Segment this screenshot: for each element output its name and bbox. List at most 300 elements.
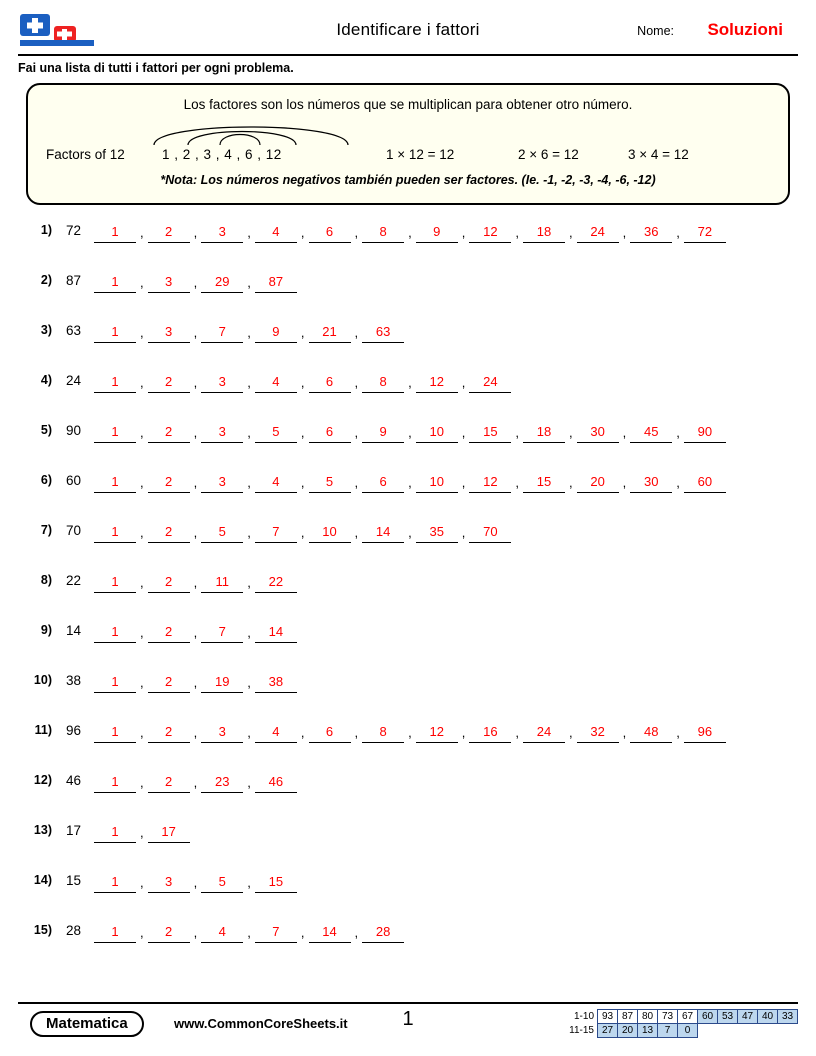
problem-target-number: 24 bbox=[66, 373, 82, 388]
answer-blank[interactable]: 72 bbox=[684, 223, 726, 243]
answer-blank[interactable]: 20 bbox=[577, 473, 619, 493]
answer-blank[interactable]: 2 bbox=[148, 723, 190, 743]
answer-cell bbox=[201, 473, 255, 493]
answer-blank[interactable]: 9 bbox=[416, 223, 458, 243]
answer-cell bbox=[94, 623, 148, 643]
answer-blanks bbox=[94, 715, 726, 743]
answer-blank[interactable]: 3 bbox=[201, 223, 243, 243]
answer-blank[interactable]: 8 bbox=[362, 373, 404, 393]
answer-blank[interactable]: 60 bbox=[684, 473, 726, 493]
answer-blank[interactable]: 15 bbox=[469, 423, 511, 443]
answer-separator: , bbox=[140, 875, 144, 890]
score-key-table bbox=[566, 1009, 798, 1038]
example-note: *Nota: Los números negativos también pueden ser factores. (Ie. -1, -2, -3, -4, -6, -12) bbox=[160, 173, 656, 187]
answer-blanks bbox=[94, 615, 297, 643]
answer-blank[interactable]: 3 bbox=[148, 323, 190, 343]
answer-cell bbox=[94, 773, 148, 793]
answer-separator: , bbox=[300, 425, 305, 440]
problem-row bbox=[14, 465, 802, 515]
page-number: 1 bbox=[402, 1008, 414, 1030]
answer-separator: , bbox=[247, 425, 251, 440]
answer-blank[interactable]: 4 bbox=[255, 373, 297, 393]
answer-separator: , bbox=[354, 225, 359, 240]
answer-blank[interactable]: 23 bbox=[201, 773, 243, 793]
answer-cell bbox=[684, 423, 726, 443]
answer-blank[interactable]: 5 bbox=[309, 473, 351, 493]
problem-row bbox=[14, 215, 802, 265]
answer-blank[interactable]: 12 bbox=[416, 373, 458, 393]
example-box bbox=[26, 83, 790, 205]
answer-blank[interactable]: 3 bbox=[201, 723, 243, 743]
answer-cell bbox=[255, 923, 309, 943]
answer-blank[interactable]: 14 bbox=[309, 923, 351, 943]
answer-blanks bbox=[94, 865, 297, 893]
answer-blank[interactable]: 18 bbox=[523, 423, 565, 443]
answer-cell bbox=[148, 523, 202, 543]
score-cell: 40 bbox=[758, 1010, 778, 1024]
answer-separator: , bbox=[140, 425, 144, 440]
answer-blank[interactable]: 3 bbox=[148, 273, 190, 293]
answer-blank[interactable]: 70 bbox=[469, 523, 511, 543]
answer-blank[interactable]: 6 bbox=[309, 223, 351, 243]
answer-separator: , bbox=[193, 225, 198, 240]
answer-cell bbox=[309, 723, 363, 743]
answer-separator: , bbox=[247, 625, 251, 640]
answer-blank[interactable]: 1 bbox=[94, 373, 136, 393]
answer-separator: , bbox=[193, 675, 198, 690]
problem-target-number: 96 bbox=[66, 723, 82, 738]
answer-separator: , bbox=[622, 475, 627, 490]
problem-number: 9) bbox=[40, 623, 52, 637]
problem-number: 2) bbox=[40, 273, 52, 287]
answer-separator: , bbox=[569, 725, 573, 740]
score-cell: 80 bbox=[638, 1010, 658, 1024]
answer-separator: , bbox=[408, 225, 412, 240]
answer-separator: , bbox=[354, 475, 359, 490]
answer-cell bbox=[94, 323, 148, 343]
score-row bbox=[566, 1024, 798, 1038]
answer-blank[interactable]: 87 bbox=[255, 273, 297, 293]
answer-blank[interactable]: 10 bbox=[416, 473, 458, 493]
answer-separator: , bbox=[247, 675, 251, 690]
example-equation-2: 2 × 6 = 12 bbox=[518, 147, 579, 162]
problem-number: 3) bbox=[40, 323, 52, 337]
answer-separator: , bbox=[408, 525, 412, 540]
problem-number: 12) bbox=[33, 773, 52, 787]
answer-separator: , bbox=[300, 375, 305, 390]
answer-separator: , bbox=[140, 375, 144, 390]
answer-separator: , bbox=[622, 425, 627, 440]
answer-separator: , bbox=[569, 425, 573, 440]
problem-target-number: 46 bbox=[66, 773, 82, 788]
answer-blank[interactable]: 45 bbox=[630, 423, 672, 443]
answer-blank[interactable]: 24 bbox=[469, 373, 511, 393]
problem-target-number: 90 bbox=[66, 423, 82, 438]
answer-separator: , bbox=[300, 525, 305, 540]
answer-separator: , bbox=[140, 225, 144, 240]
answer-blank[interactable]: 4 bbox=[255, 223, 297, 243]
answer-blank[interactable]: 4 bbox=[201, 923, 243, 943]
answer-cell bbox=[94, 573, 148, 593]
answer-separator: , bbox=[140, 825, 144, 840]
score-cell: 13 bbox=[638, 1024, 658, 1038]
answer-separator: , bbox=[140, 725, 144, 740]
answer-cell bbox=[684, 473, 726, 493]
answer-separator: , bbox=[461, 725, 466, 740]
answer-blank[interactable]: 3 bbox=[201, 373, 243, 393]
answer-cell bbox=[148, 423, 202, 443]
answer-separator: , bbox=[193, 475, 198, 490]
answer-blank[interactable]: 24 bbox=[577, 223, 619, 243]
answer-cell bbox=[255, 423, 309, 443]
answer-blank[interactable]: 10 bbox=[309, 523, 351, 543]
answer-cell bbox=[630, 223, 684, 243]
answer-cell bbox=[94, 723, 148, 743]
score-cell: 87 bbox=[618, 1010, 638, 1024]
answer-blank[interactable]: 19 bbox=[201, 673, 243, 693]
answer-separator: , bbox=[622, 725, 627, 740]
answer-blank[interactable]: 12 bbox=[416, 723, 458, 743]
answer-cell bbox=[523, 723, 577, 743]
answer-blank[interactable]: 3 bbox=[201, 423, 243, 443]
answer-cell bbox=[255, 523, 309, 543]
answer-separator: , bbox=[193, 625, 198, 640]
problem-target-number: 87 bbox=[66, 273, 82, 288]
answer-blank[interactable]: 2 bbox=[148, 473, 190, 493]
answer-cell bbox=[362, 723, 416, 743]
problem-number: 13) bbox=[33, 823, 52, 837]
answer-blank[interactable]: 1 bbox=[94, 673, 136, 693]
answer-cell bbox=[148, 273, 202, 293]
answer-separator: , bbox=[408, 425, 412, 440]
answer-blank[interactable]: 2 bbox=[148, 673, 190, 693]
problem-number: 8) bbox=[40, 573, 52, 587]
answer-separator: , bbox=[140, 475, 144, 490]
answer-blank[interactable]: 21 bbox=[309, 323, 351, 343]
answer-blank[interactable]: 5 bbox=[201, 873, 243, 893]
answer-separator: , bbox=[247, 925, 251, 940]
problem-target-number: 15 bbox=[66, 873, 82, 888]
answer-cell bbox=[201, 273, 255, 293]
answer-blank[interactable]: 3 bbox=[148, 873, 190, 893]
answer-blank[interactable]: 1 bbox=[94, 573, 136, 593]
answer-blank[interactable]: 2 bbox=[148, 623, 190, 643]
problem-number: 4) bbox=[40, 373, 52, 387]
answer-separator: , bbox=[676, 475, 680, 490]
answer-blank[interactable]: 9 bbox=[362, 423, 404, 443]
answer-cell bbox=[684, 723, 726, 743]
problem-row bbox=[14, 815, 802, 865]
answer-cell bbox=[148, 923, 202, 943]
problem-number: 5) bbox=[40, 423, 52, 437]
answer-blank[interactable]: 24 bbox=[523, 723, 565, 743]
answer-blanks bbox=[94, 465, 726, 493]
answer-blank[interactable]: 1 bbox=[94, 773, 136, 793]
score-row-range: 11-15 bbox=[569, 1025, 594, 1036]
answer-blank[interactable]: 1 bbox=[94, 273, 136, 293]
answer-blank[interactable]: 15 bbox=[255, 873, 297, 893]
answer-blank[interactable]: 8 bbox=[362, 723, 404, 743]
answer-cell bbox=[469, 223, 523, 243]
answer-blank[interactable]: 30 bbox=[577, 423, 619, 443]
answer-blank[interactable]: 10 bbox=[416, 423, 458, 443]
answer-blank[interactable]: 12 bbox=[469, 223, 511, 243]
answer-blank[interactable]: 29 bbox=[201, 273, 243, 293]
answer-separator: , bbox=[193, 525, 198, 540]
answer-blank[interactable]: 4 bbox=[255, 723, 297, 743]
answer-blanks bbox=[94, 365, 511, 393]
answer-cell bbox=[94, 823, 148, 843]
answer-separator: , bbox=[140, 675, 144, 690]
answer-separator: , bbox=[515, 475, 519, 490]
answer-cell bbox=[94, 523, 148, 543]
answer-cell bbox=[630, 473, 684, 493]
answer-blank[interactable]: 2 bbox=[148, 223, 190, 243]
answer-blank[interactable]: 32 bbox=[577, 723, 619, 743]
answer-blanks bbox=[94, 515, 511, 543]
answer-separator: , bbox=[515, 225, 519, 240]
answer-separator: , bbox=[676, 425, 680, 440]
problem-row bbox=[14, 565, 802, 615]
answer-blank[interactable]: 1 bbox=[94, 873, 136, 893]
answer-cell bbox=[416, 423, 470, 443]
answer-cell bbox=[577, 423, 631, 443]
answer-blank[interactable]: 15 bbox=[523, 473, 565, 493]
answer-blank[interactable]: 8 bbox=[362, 223, 404, 243]
answer-blank[interactable]: 38 bbox=[255, 673, 297, 693]
answer-separator: , bbox=[461, 375, 466, 390]
answer-cell bbox=[362, 923, 404, 943]
example-description: Los factores son los números que se multiplican para obtener otro número. bbox=[183, 97, 633, 112]
answer-cell bbox=[416, 373, 470, 393]
problem-target-number: 72 bbox=[66, 223, 82, 238]
answer-separator: , bbox=[193, 425, 198, 440]
answer-separator: , bbox=[140, 525, 144, 540]
answer-cell bbox=[201, 223, 255, 243]
answer-blank[interactable]: 2 bbox=[148, 373, 190, 393]
score-cell: 20 bbox=[618, 1024, 638, 1038]
answer-blank[interactable]: 6 bbox=[309, 423, 351, 443]
answer-blank[interactable]: 48 bbox=[630, 723, 672, 743]
example-equation-1: 1 × 12 = 12 bbox=[386, 147, 455, 162]
answer-cell bbox=[416, 723, 470, 743]
name-value: Soluzioni bbox=[707, 20, 783, 39]
answer-separator: , bbox=[140, 925, 144, 940]
answer-blank[interactable]: 14 bbox=[255, 623, 297, 643]
problem-target-number: 17 bbox=[66, 823, 82, 838]
problem-row bbox=[14, 615, 802, 665]
answer-separator: , bbox=[140, 775, 144, 790]
answer-cell bbox=[416, 223, 470, 243]
answer-cell bbox=[309, 473, 363, 493]
answer-cell bbox=[416, 473, 470, 493]
answer-cell bbox=[523, 473, 577, 493]
answer-blank[interactable]: 1 bbox=[94, 623, 136, 643]
answer-blanks bbox=[94, 815, 190, 843]
answer-blank[interactable]: 7 bbox=[201, 623, 243, 643]
answer-blank[interactable]: 6 bbox=[309, 373, 351, 393]
answer-blank[interactable]: 35 bbox=[416, 523, 458, 543]
answer-blank[interactable]: 11 bbox=[201, 573, 243, 593]
answer-separator: , bbox=[461, 475, 466, 490]
answer-cell bbox=[577, 473, 631, 493]
answer-cell bbox=[309, 223, 363, 243]
answer-blank[interactable]: 1 bbox=[94, 323, 136, 343]
answer-cell bbox=[94, 373, 148, 393]
answer-cell bbox=[255, 773, 297, 793]
answer-blank[interactable]: 2 bbox=[148, 773, 190, 793]
answer-blanks bbox=[94, 315, 404, 343]
answer-blank[interactable]: 18 bbox=[523, 223, 565, 243]
answer-cell bbox=[362, 223, 416, 243]
answer-blank[interactable]: 16 bbox=[469, 723, 511, 743]
answer-cell bbox=[469, 523, 511, 543]
answer-separator: , bbox=[247, 325, 251, 340]
answer-cell bbox=[469, 723, 523, 743]
answer-blank[interactable]: 6 bbox=[309, 723, 351, 743]
answer-blank[interactable]: 63 bbox=[362, 323, 404, 343]
factor-pair-arcs-icon bbox=[136, 117, 376, 147]
answer-cell bbox=[148, 223, 202, 243]
answer-blank[interactable]: 1 bbox=[94, 423, 136, 443]
answer-blank[interactable]: 1 bbox=[94, 923, 136, 943]
problem-target-number: 60 bbox=[66, 473, 82, 488]
answer-blank[interactable]: 22 bbox=[255, 573, 297, 593]
answer-separator: , bbox=[461, 425, 466, 440]
answer-separator: , bbox=[622, 225, 627, 240]
answer-blank[interactable]: 28 bbox=[362, 923, 404, 943]
problem-row bbox=[14, 315, 802, 365]
answer-cell bbox=[255, 473, 309, 493]
answer-blank[interactable]: 7 bbox=[255, 923, 297, 943]
answer-separator: , bbox=[676, 225, 680, 240]
answer-separator: , bbox=[408, 725, 412, 740]
score-row-range: 1-10 bbox=[573, 1011, 594, 1022]
answer-cell bbox=[255, 673, 297, 693]
problem-list bbox=[14, 215, 802, 965]
answer-blanks bbox=[94, 665, 297, 693]
answer-separator: , bbox=[300, 475, 305, 490]
answer-separator: , bbox=[461, 525, 466, 540]
answer-blank[interactable]: 2 bbox=[148, 423, 190, 443]
problem-number: 1) bbox=[40, 223, 52, 237]
answer-cell bbox=[148, 823, 190, 843]
answer-separator: , bbox=[247, 575, 251, 590]
page-title: Identificare i fattori bbox=[336, 20, 480, 39]
example-factors-label: Factors of 12 bbox=[46, 147, 125, 162]
answer-separator: , bbox=[354, 325, 359, 340]
problem-row bbox=[14, 715, 802, 765]
answer-cell bbox=[684, 223, 726, 243]
problem-number: 11) bbox=[34, 723, 52, 737]
answer-blank[interactable]: 2 bbox=[148, 923, 190, 943]
answer-cell bbox=[309, 923, 363, 943]
score-cell: 60 bbox=[698, 1010, 718, 1024]
answer-separator: , bbox=[354, 525, 359, 540]
answer-blank[interactable]: 5 bbox=[255, 423, 297, 443]
answer-blanks bbox=[94, 915, 404, 943]
problem-number: 6) bbox=[40, 473, 52, 487]
answer-cell bbox=[201, 873, 255, 893]
answer-blank[interactable]: 17 bbox=[148, 823, 190, 843]
answer-blank[interactable]: 96 bbox=[684, 723, 726, 743]
answer-blank[interactable]: 30 bbox=[630, 473, 672, 493]
answer-cell bbox=[362, 423, 416, 443]
answer-blank[interactable]: 7 bbox=[201, 323, 243, 343]
answer-cell bbox=[94, 273, 148, 293]
problem-row bbox=[14, 415, 802, 465]
answer-blank[interactable]: 6 bbox=[362, 473, 404, 493]
answer-separator: , bbox=[247, 225, 251, 240]
answer-separator: , bbox=[247, 725, 251, 740]
score-cell: 47 bbox=[738, 1010, 758, 1024]
answer-blank[interactable]: 7 bbox=[255, 523, 297, 543]
answer-separator: , bbox=[247, 525, 251, 540]
answer-blank[interactable]: 1 bbox=[94, 473, 136, 493]
answer-cell bbox=[201, 573, 255, 593]
answer-cell bbox=[94, 473, 148, 493]
answer-blank[interactable]: 14 bbox=[362, 523, 404, 543]
page-header bbox=[14, 8, 802, 56]
page-footer bbox=[14, 1002, 802, 1046]
answer-cell bbox=[148, 473, 202, 493]
answer-blank[interactable]: 1 bbox=[94, 823, 136, 843]
answer-separator: , bbox=[247, 275, 251, 290]
answer-separator: , bbox=[247, 775, 251, 790]
answer-blank[interactable]: 5 bbox=[201, 523, 243, 543]
answer-separator: , bbox=[354, 725, 359, 740]
answer-blank[interactable]: 1 bbox=[94, 223, 136, 243]
answer-blank[interactable]: 3 bbox=[201, 473, 243, 493]
answer-cell bbox=[255, 873, 297, 893]
answer-blank[interactable]: 46 bbox=[255, 773, 297, 793]
answer-blank[interactable]: 2 bbox=[148, 523, 190, 543]
problem-number: 15) bbox=[33, 923, 52, 937]
website-text: www.CommonCoreSheets.it bbox=[174, 1016, 348, 1031]
answer-separator: , bbox=[193, 275, 198, 290]
answer-cell bbox=[201, 673, 255, 693]
answer-separator: , bbox=[569, 225, 573, 240]
answer-cell bbox=[309, 373, 363, 393]
answer-separator: , bbox=[300, 925, 305, 940]
answer-separator: , bbox=[354, 375, 359, 390]
answer-blank[interactable]: 1 bbox=[94, 723, 136, 743]
answer-separator: , bbox=[300, 225, 305, 240]
answer-blank[interactable]: 1 bbox=[94, 523, 136, 543]
answer-separator: , bbox=[193, 775, 198, 790]
answer-cell bbox=[201, 423, 255, 443]
answer-cell bbox=[523, 223, 577, 243]
answer-blanks bbox=[94, 265, 297, 293]
answer-blank[interactable]: 9 bbox=[255, 323, 297, 343]
answer-cell bbox=[577, 223, 631, 243]
answer-separator: , bbox=[461, 225, 466, 240]
answer-blank[interactable]: 90 bbox=[684, 423, 726, 443]
problem-number: 10) bbox=[33, 673, 52, 687]
answer-blank[interactable]: 4 bbox=[255, 473, 297, 493]
answer-separator: , bbox=[300, 325, 305, 340]
answer-blanks bbox=[94, 215, 726, 243]
answer-blank[interactable]: 2 bbox=[148, 573, 190, 593]
answer-separator: , bbox=[300, 725, 305, 740]
answer-blank[interactable]: 36 bbox=[630, 223, 672, 243]
subject-badge: Matematica bbox=[30, 1011, 144, 1037]
problem-target-number: 38 bbox=[66, 673, 82, 688]
answer-cell bbox=[201, 923, 255, 943]
answer-blank[interactable]: 12 bbox=[469, 473, 511, 493]
answer-separator: , bbox=[569, 475, 573, 490]
answer-cell bbox=[94, 223, 148, 243]
